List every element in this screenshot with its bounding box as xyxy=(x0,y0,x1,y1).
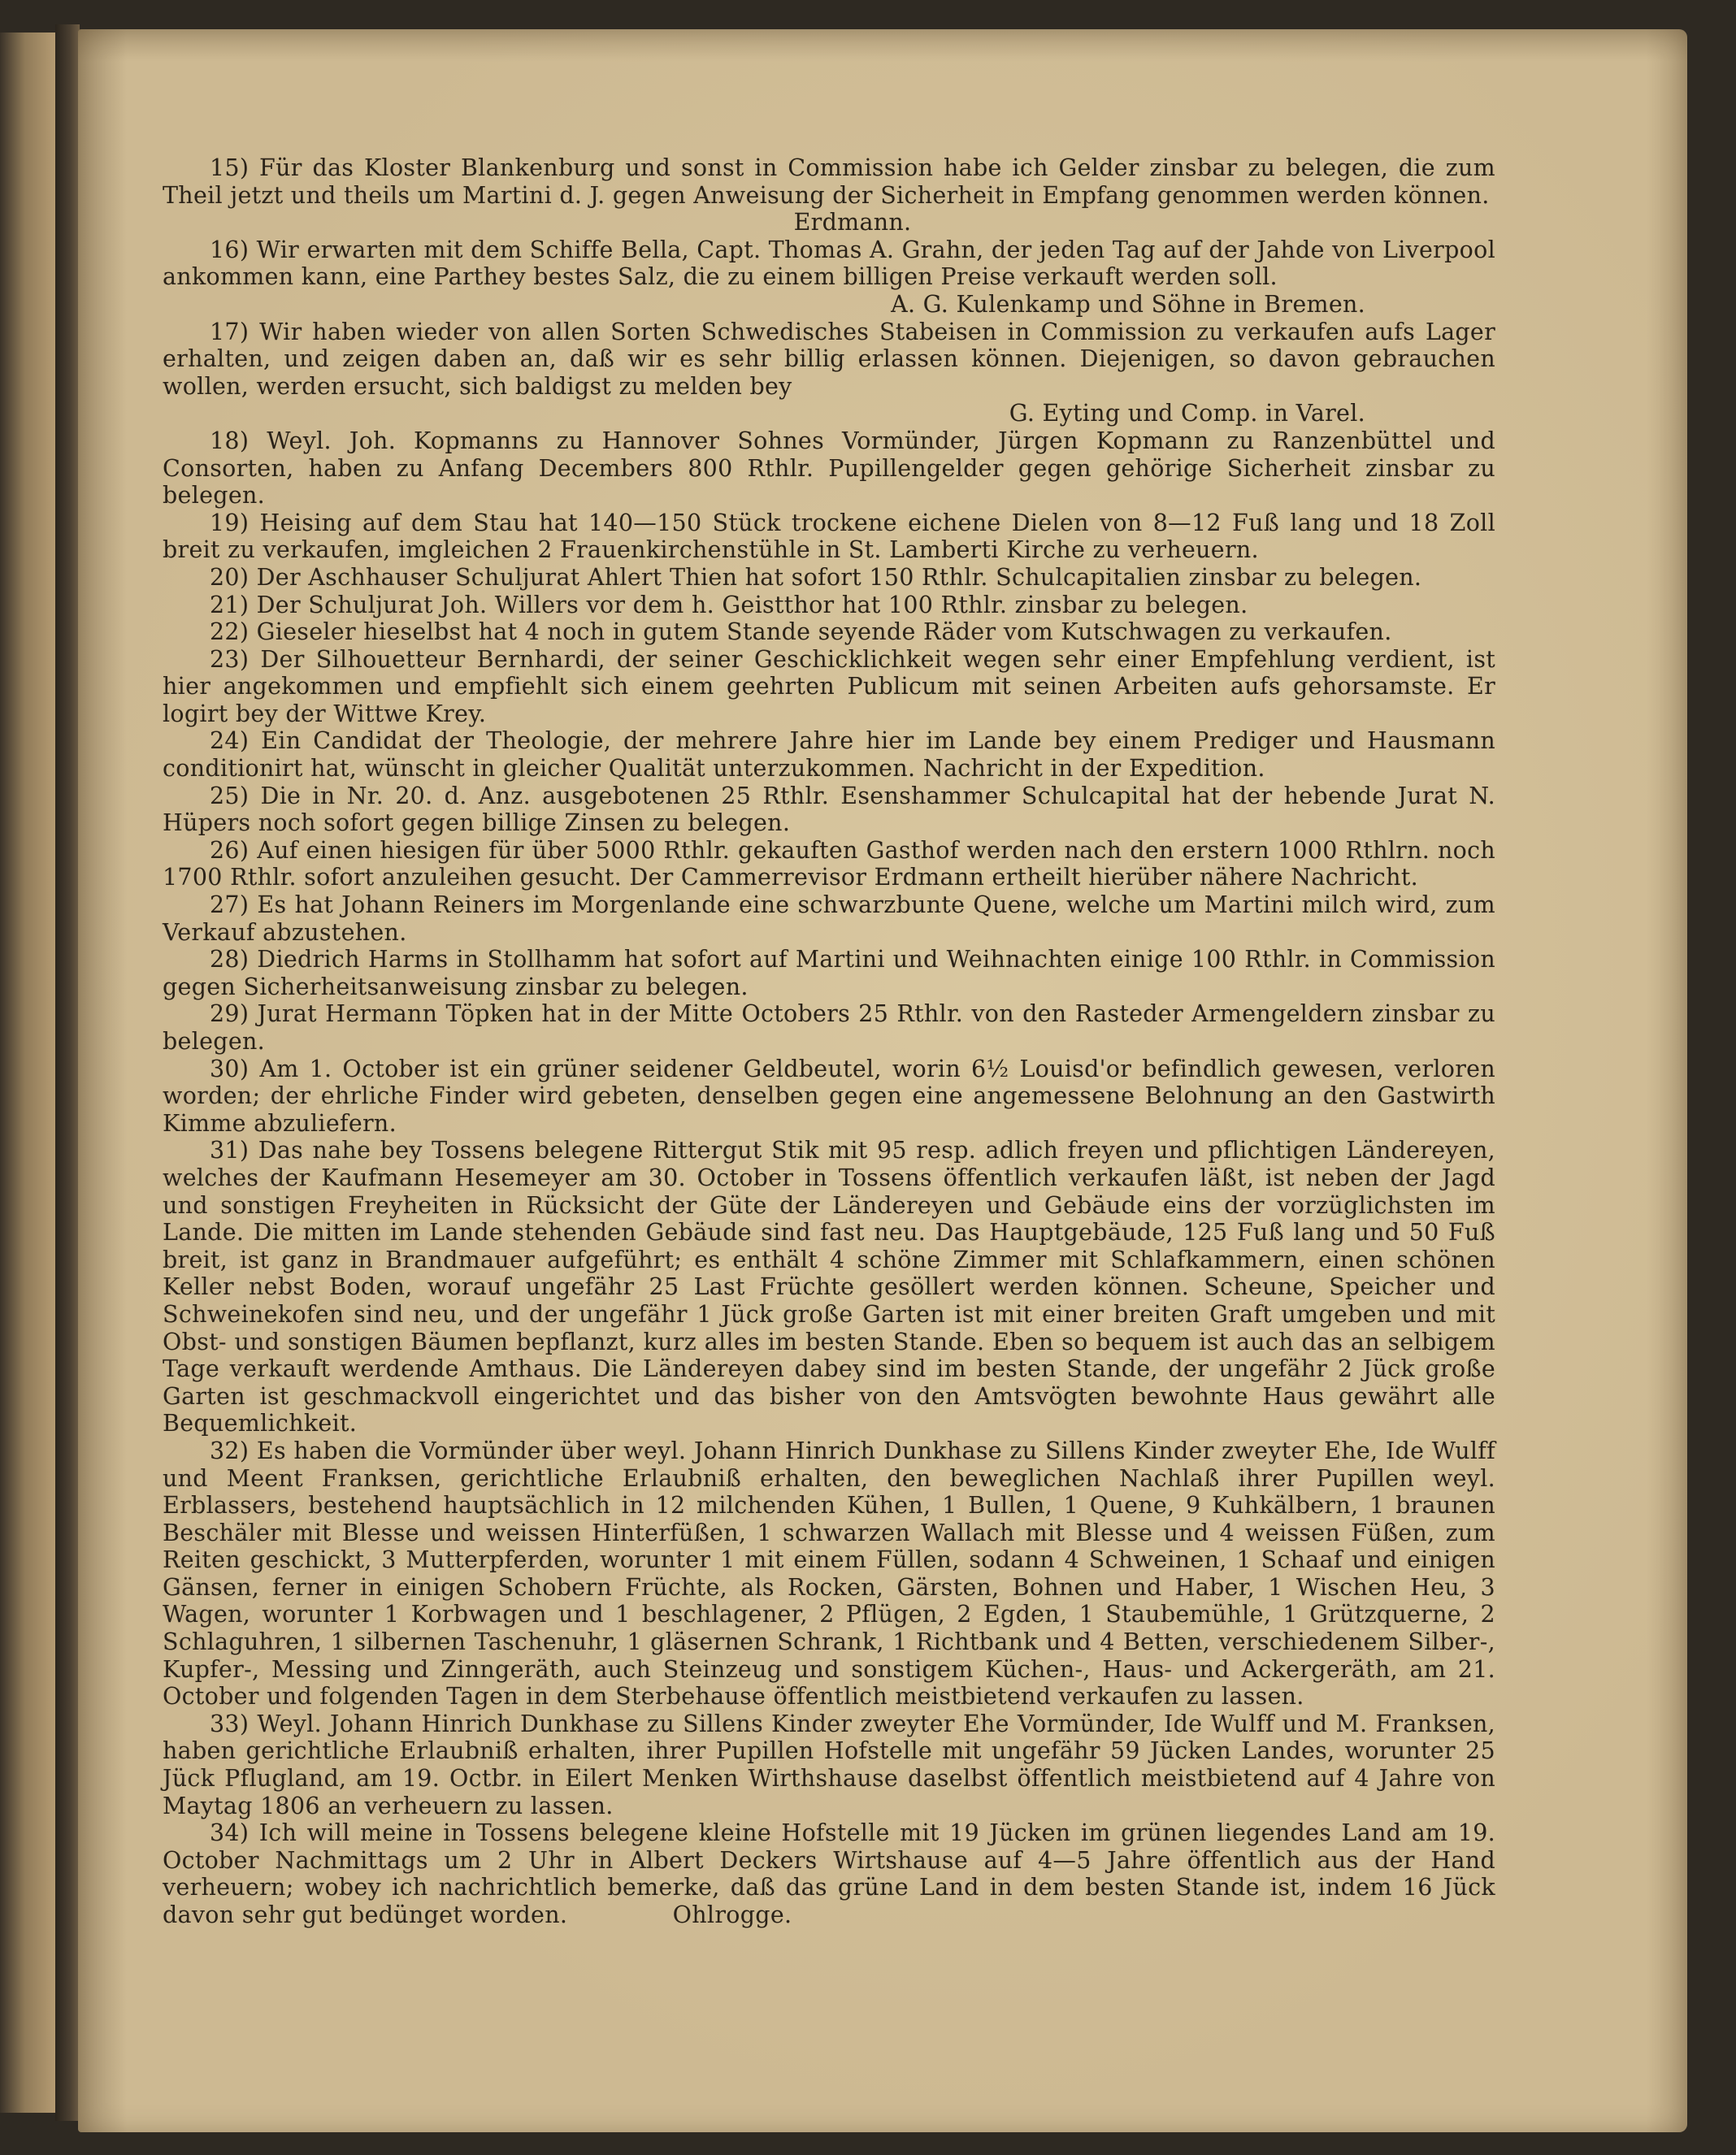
announcement-text: Der Schuljurat Joh. Willers vor dem h. Geistthor hat 100 Rthlr. zinsbar zu belegen. xyxy=(256,591,1248,618)
announcement-25: 25) Die in Nr. 20. d. Anz. ausgebotenen 25 Rthlr. Esenshammer Schulcapital hat der hebende Jurat N. Hüpers noch sofort gegen billige Zinsen zu belegen. xyxy=(163,782,1495,837)
announcements-column xyxy=(163,154,1495,1929)
announcement-19: 19) Heising auf dem Stau hat 140—150 Stück trockene eichene Dielen von 8—12 Fuß lang und 18 Zoll breit zu verkaufen, imgleichen 2 Frauenkirchenstühle in St. Lamberti Kirche zu verheuern. xyxy=(163,509,1496,564)
announcement-31: 31) Das nahe bey Tossens belegene Rittergut Stik mit 95 resp. adlich freyen und pflichtigen Ländereyen, welches der Kaufmann Hesemeyer am 30. October in Tossens öffentlich verkaufen läßt, ist neben der Jagd und sonstigen Freyheiten in Rücksicht der Güte der Ländereyen und Gebäude eins der vorzüglichsten im Lande. Die mitten im Lande stehenden Gebäude sind fast neu. Das Hauptgebäude, 125 Fuß lang und 50 Fuß breit, ist ganz in Brandmauer aufgeführt; es enthält 4 schöne Zimmer mit Schlafkammern, einen schönen Keller nebst Boden, worauf ungefähr 25 Last Früchte gesöllert werden können. Scheune, Speicher und Schweinekofen sind neu, und der ungefähr 1 Jück große Garten ist mit einer breiten Graft umgeben und mit Obst- und sonstigen Bäumen bepflanzt, kurz alles im besten Stande. Eben so bequem ist auch das an selbigem Tage verkauft werdende Amthaus. Die Ländereyen dabey sind im besten Stande, der ungefähr 2 Jück große Garten ist geschmackvoll eingerichtet und das bisher von den Amtsvögten bewohnte Haus gewährt alle Bequemlichkeit. xyxy=(163,1137,1495,1437)
announcement-33: 33) Weyl. Johann Hinrich Dunkhase zu Sillens Kinder zweyter Ehe Vormünder, Ide Wulff und M. Franksen, haben gerichtliche Erlaubniß erhalten, ihrer Pupillen Hofstelle mit ungefähr 59 Jücken Landes, worunter 25 Jück Pflugland, am 19. Octbr. in Eilert Menken Wirthshause daselbst öffentlich meistbietend auf 4 Jahre von Maytag 1806 an verheuern zu lassen. xyxy=(163,1710,1496,1819)
announcement-text: Der Aschhauser Schuljurat Ahlert Thien hat sofort 150 Rthlr. Schulcapitalien zinsbar zu belegen. xyxy=(256,563,1422,591)
announcement-21: 21) Der Schuljurat Joh. Willers vor dem h. Geistthor hat 100 Rthlr. zinsbar zu belegen. xyxy=(210,591,1248,618)
announcement-text: Heising auf dem Stau hat 140—150 Stück trockene eichene Dielen von 8—12 Fuß lang und 18 Zoll breit zu verkaufen, imgleichen 2 Frauenkirchenstühle in St. Lamberti Kirche zu verheuern. xyxy=(163,509,1496,564)
announcement-text: Weyl. Joh. Kopmanns zu Hannover Sohnes Vormünder, Jürgen Kopmann zu Ranzenbüttel und Consorten, haben zu Anfang Decembers 800 Rthlr. Pupillengelder gegen gehörige Sicherheit zinsbar zu belegen. xyxy=(163,427,1496,509)
announcement-24: 24) Ein Candidat der Theologie, der mehrere Jahre hier im Lande bey einem Prediger und Hausmann conditionirt hat, wünscht in gleicher Qualität unterzukommen. Nachricht in der Expedition. xyxy=(163,727,1495,783)
announcement-text: Gieseler hieselbst hat 4 noch in gutem Stande seyende Räder vom Kutschwagen zu verkaufen. xyxy=(256,618,1392,646)
book-gutter xyxy=(55,24,80,2121)
announcement-23: 23) Der Silhouetteur Bernhardi, der seiner Geschicklichkeit wegen sehr einer Empfehlung verdient, ist hier angekommen und empfiehlt sich einem geehrten Publicum mit seinen Arbeiten aufs gehorsamste. Er logirt bey der Wittwe Krey. xyxy=(163,645,1496,727)
announcement-17: 17) Wir haben wieder von allen Sorten Schwedisches Stabeisen in Commission zu verkaufen aufs Lager erhalten, und zeigen daben an, daß wir es sehr billig erlassen können. Diejenigen, so davon gebrauchen wollen, werden ersucht, sich baldigst zu melden bey G. Eyting und Comp. in Varel. xyxy=(163,318,1496,427)
announcement-15: 15) Für das Kloster Blankenburg und sonst in Commission habe ich Gelder zinsbar zu belegen, die zum Theil jetzt und theils um Martini d. J. gegen Anweisung der Sicherheit in Empfang genommen werden können. Erdmann. xyxy=(163,154,1495,236)
announcement-text: Für das Kloster Blankenburg und sonst in Commission habe ich Gelder zinsbar zu belegen, die zum Theil jetzt und theils um Martini d. J. gegen Anweisung der Sicherheit in Empfang genommen werden können. xyxy=(163,154,1495,209)
announcement-27: 27) Es hat Johann Reiners im Morgenlande eine schwarzbunte Quene, welche um Martini milch wird, zum Verkauf abzustehen. xyxy=(163,891,1496,946)
announcement-29: 29) Jurat Hermann Töpken hat in der Mitte Octobers 25 Rthlr. von den Rasteder Armengeldern zinsbar zu belegen. xyxy=(163,1000,1496,1055)
announcement-text: Diedrich Harms in Stollhamm hat sofort auf Martini und Weihnachten einige 100 Rthlr. in Commission gegen Sicherheitsanweisung zinsbar zu belegen. xyxy=(163,946,1496,1000)
announcement-text: Der Silhouetteur Bernhardi, der seiner Geschicklichkeit wegen sehr einer Empfehlung verdient, ist hier angekommen und empfiehlt sich einem geehrten Publicum mit seinen Arbeiten aufs gehorsamste. Er logirt bey der Wittwe Krey. xyxy=(163,645,1496,727)
announcement-26: 26) Auf einen hiesigen für über 5000 Rthlr. gekauften Gasthof werden nach den erstern 1000 Rthlrn. noch 1700 Rthlr. sofort anzuleihen gesucht. Der Cammerrevisor Erdmann ertheilt hierüber nähere Nachricht. xyxy=(163,836,1496,891)
signature: A. G. Kulenkamp und Söhne in Bremen. xyxy=(891,290,1365,318)
announcement-28: 28) Diedrich Harms in Stollhamm hat sofort auf Martini und Weihnachten einige 100 Rthlr. in Commission gegen Sicherheitsanweisung zinsbar zu belegen. xyxy=(163,946,1496,1000)
announcement-16: 16) Wir erwarten mit dem Schiffe Bella, Capt. Thomas A. Grahn, der jeden Tag auf der Jahde von Liverpool ankommen kann, eine Parthey bestes Salz, die zu einem billigen Preise verkauft werden soll. A. G. Kulenkamp und Söhne in Bremen. xyxy=(163,236,1495,318)
announcement-text: Wir haben wieder von allen Sorten Schwedisches Stabeisen in Commission zu verkaufen aufs Lager erhalten, und zeigen daben an, daß wir es sehr billig erlassen können. Diejenigen, so davon gebrauchen wollen, werden ersucht, sich baldigst zu melden bey xyxy=(163,318,1496,400)
announcement-text: Ich will meine in Tossens belegene kleine Hofstelle mit 19 Jücken im grünen liegendes Land am 19. October Nachmittags um 2 Uhr in Albert Deckers Wirtshause auf 4—5 Jahre öffentlich aus der Hand verheuern; wobey ich nachrichtlich bemerke, daß das grüne Land in dem besten Stande ist, indem 16 Jück davon sehr gut bedünget worden. xyxy=(163,1819,1495,1928)
announcement-text: Wir erwarten mit dem Schiffe Bella, Capt. Thomas A. Grahn, der jeden Tag auf der Jahde von Liverpool ankommen kann, eine Parthey bestes Salz, die zu einem billigen Preise verkauft werden soll. xyxy=(163,236,1495,291)
announcement-text: Jurat Hermann Töpken hat in der Mitte Octobers 25 Rthlr. von den Rasteder Armengeldern zinsbar zu belegen. xyxy=(163,1000,1496,1055)
announcement-20: 20) Der Aschhauser Schuljurat Ahlert Thien hat sofort 150 Rthlr. Schulcapitalien zinsbar zu belegen. xyxy=(210,563,1422,591)
announcement-text: Es haben die Vormünder über weyl. Johann Hinrich Dunkhase zu Sillens Kinder zweyter Ehe, Ide Wulff und Meent Franksen, gerichtliche Erlaubniß erhalten, den beweglichen Nachlaß ihrer Pupillen weyl. Erblassers, bestehend hauptsächlich in 12 milchenden Kühen, 1 Bullen, 1 Quene, 9 Kuhkälbern, 1 braunen Beschäler mit Blesse und weissen Hinterfüßen, 1 schwarzen Wallach mit Blesse und 4 weissen Füßen, zum Reiten geschickt, 3 Mutterpferden, worunter 1 mit einem Füllen, sodann 4 Schweinen, 1 Schaaf und einigen Gänsen, ferner in einigen Schobern Früchte, als Rocken, Gärsten, Bohnen und Haber, 1 Wischen Heu, 3 Wagen, worunter 1 Korbwagen und 1 beschlagener, 2 Pflügen, 2 Egden, 1 Staubemühle, 1 Grützquerne, 2 Schlaguhren, 1 silbernen Taschenuhr, 1 gläsernen Schrank, 1 Richtbank und 4 Betten, verschiedenem Silber-, Kupfer-, Messing und Zinngeräth, auch Steinzeug und sonstigem Küchen-, Haus- und Ackergeräth, am 21. October und folgenden Tagen in dem Sterbehause öffentlich meistbietend verkaufen zu lassen. xyxy=(163,1437,1495,1711)
announcement-text: Die in Nr. 20. d. Anz. ausgebotenen 25 Rthlr. Esenshammer Schulcapital hat der hebende Jurat N. Hüpers noch sofort gegen billige Zinsen zu belegen. xyxy=(163,782,1495,837)
announcement-text: Auf einen hiesigen für über 5000 Rthlr. gekauften Gasthof werden nach den erstern 1000 Rthlrn. noch 1700 Rthlr. sofort anzuleihen gesucht. Der Cammerrevisor Erdmann ertheilt hierüber nähere Nachricht. xyxy=(163,836,1496,891)
announcement-text: Das nahe bey Tossens belegene Rittergut Stik mit 95 resp. adlich freyen und pflichtigen Ländereyen, welches der Kaufmann Hesemeyer am 30. October in Tossens öffentlich verkaufen läßt, ist neben der Jagd und sonstigen Freyheiten in Rücksicht der Güte der Ländereyen und Gebäude eins der vorzüglichsten im Lande. Die mitten im Lande stehenden Gebäude sind fast neu. Das Hauptgebäude, 125 Fuß lang und 50 Fuß breit, ist ganz in Brandmauer aufgeführt; es enthält 4 schöne Zimmer mit Schlafkammern, einen schönen Keller nebst Boden, worauf ungefähr 25 Last Früchte gesöllert werden können. Scheune, Speicher und Schweinekofen sind neu, und der ungefähr 1 Jück große Garten ist mit einer breiten Graft umgeben und mit Obst- und sonstigen Bäumen bepflanzt, kurz alles im besten Stande. Eben so bequem ist auch das an selbigem Tage verkauft werdende Amthaus. Die Ländereyen dabey sind im besten Stande, der ungefähr 2 Jück große Garten ist geschmackvoll eingerichtet und das bisher von den Amtsvögten bewohnte Haus gewährt alle Bequemlichkeit. xyxy=(163,1137,1495,1437)
announcement-34: 34) Ich will meine in Tossens belegene kleine Hofstelle mit 19 Jücken im grünen liegendes Land am 19. October Nachmittags um 2 Uhr in Albert Deckers Wirtshause auf 4—5 Jahre öffentlich aus der Hand verheuern; wobey ich nachrichtlich bemerke, daß das grüne Land in dem besten Stande ist, indem 16 Jück davon sehr gut bedünget worden. Ohlrogge. xyxy=(163,1819,1495,1928)
announcement-18: 18) Weyl. Joh. Kopmanns zu Hannover Sohnes Vormünder, Jürgen Kopmann zu Ranzenbüttel und Consorten, haben zu Anfang Decembers 800 Rthlr. Pupillengelder gegen gehörige Sicherheit zinsbar zu belegen. xyxy=(163,427,1496,509)
signature: Ohlrogge. xyxy=(672,1901,792,1928)
announcement-text: Weyl. Johann Hinrich Dunkhase zu Sillens Kinder zweyter Ehe Vormünder, Ide Wulff und M. Franksen, haben gerichtliche Erlaubniß erhalten, ihrer Pupillen Hofstelle mit ungefähr 59 Jücken Landes, worunter 25 Jück Pflugland, am 19. Octbr. in Eilert Menken Wirthshause daselbst öffentlich meistbietend auf 4 Jahre von Maytag 1806 an verheuern zu lassen. xyxy=(163,1710,1496,1819)
announcement-text: Am 1. October ist ein grüner seidener Geldbeutel, worin 6½ Louisd'or befindlich gewesen, verloren worden; der ehrliche Finder wird gebeten, denselben gegen eine angemessene Belohnung an den Gastwirth Kimme abzuliefern. xyxy=(163,1055,1495,1137)
announcement-30: 30) Am 1. October ist ein grüner seidener Geldbeutel, worin 6½ Louisd'or befindlich gewesen, verloren worden; der ehrliche Finder wird gebeten, denselben gegen eine angemessene Belohnung an den Gastwirth Kimme abzuliefern. xyxy=(163,1055,1495,1137)
announcement-32: 32) Es haben die Vormünder über weyl. Johann Hinrich Dunkhase zu Sillens Kinder zweyter Ehe, Ide Wulff und Meent Franksen, gerichtliche Erlaubniß erhalten, den beweglichen Nachlaß ihrer Pupillen weyl. Erblassers, bestehend hauptsächlich in 12 milchenden Kühen, 1 Bullen, 1 Quene, 9 Kuhkälbern, 1 braunen Beschäler mit Blesse und weissen Hinterfüßen, 1 schwarzen Wallach mit Blesse und 4 weissen Füßen, zum Reiten geschickt, 3 Mutterpferden, worunter 1 mit einem Füllen, sodann 4 Schweinen, 1 Schaaf und einigen Gänsen, ferner in einigen Schobern Früchte, als Rocken, Gärsten, Bohnen und Haber, 1 Wischen Heu, 3 Wagen, worunter 1 Korbwagen und 1 beschlagener, 2 Pflügen, 2 Egden, 1 Staubemühle, 1 Grützquerne, 2 Schlaguhren, 1 silbernen Taschenuhr, 1 gläsernen Schrank, 1 Richtbank und 4 Betten, verschiedenem Silber-, Kupfer-, Messing und Zinngeräth, auch Steinzeug und sonstigem Küchen-, Haus- und Ackergeräth, am 21. October und folgenden Tagen in dem Sterbehause öffentlich meistbietend verkaufen zu lassen. xyxy=(163,1437,1495,1711)
announcement-22: 22) Gieseler hieselbst hat 4 noch in gutem Stande seyende Räder vom Kutschwagen zu verkaufen. xyxy=(210,618,1392,646)
signature: G. Eyting und Comp. in Varel. xyxy=(1009,400,1365,427)
announcement-text: Ein Candidat der Theologie, der mehrere Jahre hier im Lande bey einem Prediger und Hausmann conditionirt hat, wünscht in gleicher Qualität unterzukommen. Nachricht in der Expedition. xyxy=(163,727,1495,783)
previous-page-edge xyxy=(0,33,55,2113)
signature: Erdmann. xyxy=(793,209,912,236)
announcement-text: Es hat Johann Reiners im Morgenlande eine schwarzbunte Quene, welche um Martini milch wird, zum Verkauf abzustehen. xyxy=(163,891,1496,946)
